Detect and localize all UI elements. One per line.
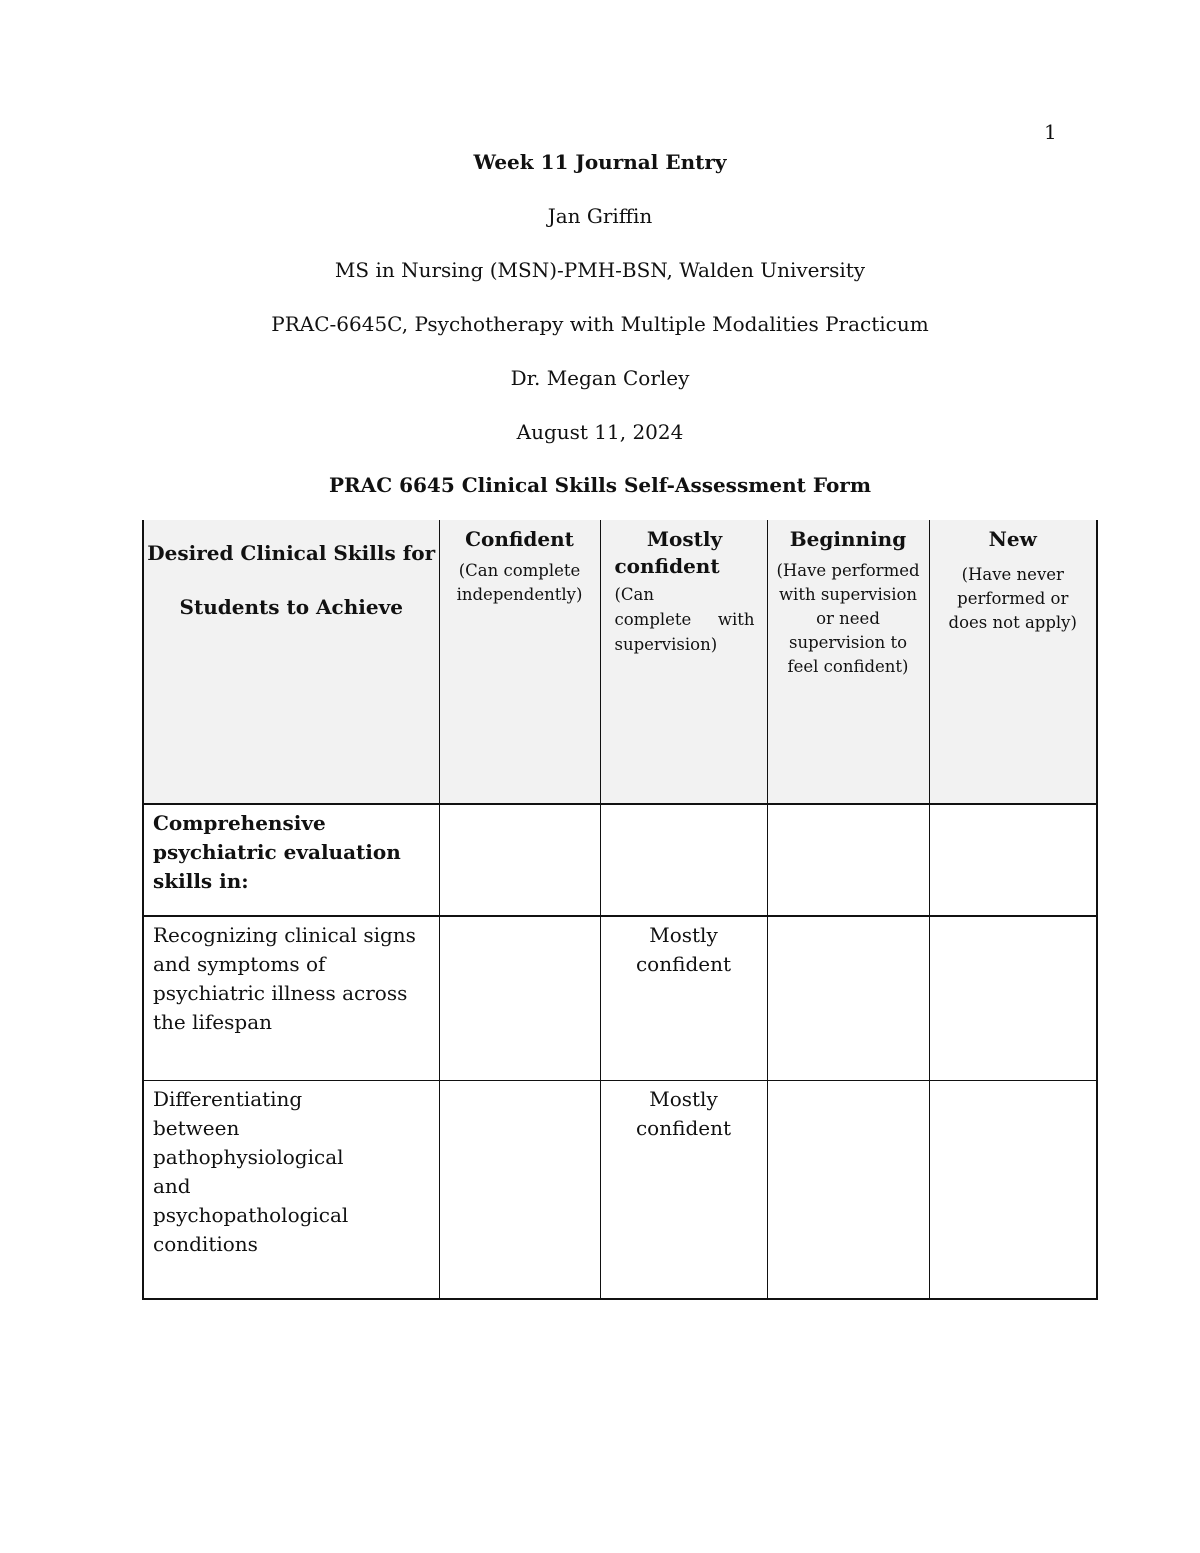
table-header-row — [143, 520, 1097, 804]
confident-cell — [439, 916, 600, 1081]
confident-cell — [439, 804, 600, 916]
new-cell — [929, 804, 1097, 916]
mostly-cell — [600, 916, 767, 1081]
mostly-value: Mostly confident — [635, 923, 732, 976]
author-name: Jan Griffin — [547, 204, 653, 228]
skill-text: Comprehensive psychiatric evaluation skills in: — [153, 811, 401, 893]
new-value — [930, 805, 1097, 809]
beginning-cell — [767, 1081, 929, 1300]
header-beginning-title: Beginning — [789, 527, 907, 551]
table-row — [143, 916, 1097, 1081]
mostly-value: Mostly confident — [635, 1087, 732, 1140]
header-beginning-sub: (Have performed with supervision or need supervision to feel confident) — [776, 561, 920, 676]
course-name: PRAC-6645C, Psychotherapy with Multiple Modalities Practicum — [271, 312, 929, 336]
confident-value — [440, 917, 600, 921]
beginning-value — [768, 917, 929, 921]
header-mostly-sub-a: (Can — [614, 585, 655, 604]
skill-cell — [143, 916, 439, 1081]
new-value — [930, 1081, 1097, 1085]
table-row — [143, 804, 1097, 916]
skill-cell — [143, 804, 439, 916]
header-new-title: New — [988, 527, 1037, 551]
new-cell — [929, 916, 1097, 1081]
document-date: August 11, 2024 — [516, 420, 684, 444]
document-title: Week 11 Journal Entry — [473, 150, 727, 174]
mostly-cell — [600, 804, 767, 916]
mostly-value — [601, 805, 767, 809]
header-beginning — [767, 520, 929, 804]
mostly-cell — [600, 1081, 767, 1300]
beginning-cell — [767, 804, 929, 916]
header-new-sub: (Have never performed or does not apply) — [948, 565, 1077, 632]
skill-cell — [143, 1081, 439, 1300]
header-mostly-title-2: confident — [614, 554, 720, 578]
skill-text: Differentiating between pathophysiological and psychopathological conditions — [153, 1087, 349, 1256]
header-confident-title: Confident — [465, 527, 574, 551]
confident-cell — [439, 1081, 600, 1300]
program-name: MS in Nursing (MSN)-PMH-BSN, Walden University — [334, 258, 866, 282]
header-confident — [439, 520, 600, 804]
header-mostly-sub-c: supervision) — [614, 635, 718, 654]
new-cell — [929, 1081, 1097, 1300]
beginning-cell — [767, 916, 929, 1081]
confident-value — [440, 805, 600, 809]
header-skills-line2: Students to Achieve — [179, 595, 403, 619]
header-mostly-sub-b2: with — [717, 610, 755, 629]
beginning-value — [768, 1081, 929, 1085]
confident-value — [440, 1081, 600, 1085]
header-skills-line1: Desired Clinical Skills for — [147, 541, 436, 565]
header-new — [929, 520, 1097, 804]
table-row — [143, 1081, 1097, 1300]
page-number: 1 — [1044, 120, 1057, 144]
beginning-value — [768, 805, 929, 809]
form-title: PRAC 6645 Clinical Skills Self-Assessment Form — [329, 473, 871, 497]
instructor-name: Dr. Megan Corley — [510, 366, 690, 390]
header-mostly-confident — [600, 520, 767, 804]
header-skills — [143, 520, 439, 804]
self-assessment-table — [142, 520, 1098, 1300]
new-value — [930, 917, 1097, 921]
header-mostly-sub-b1: complete — [614, 610, 692, 629]
skill-text: Recognizing clinical signs and symptoms of psychiatric illness across the lifespan — [153, 923, 416, 1034]
header-confident-sub: (Can complete independently) — [456, 561, 583, 604]
header-mostly-title-1: Mostly — [646, 527, 723, 551]
